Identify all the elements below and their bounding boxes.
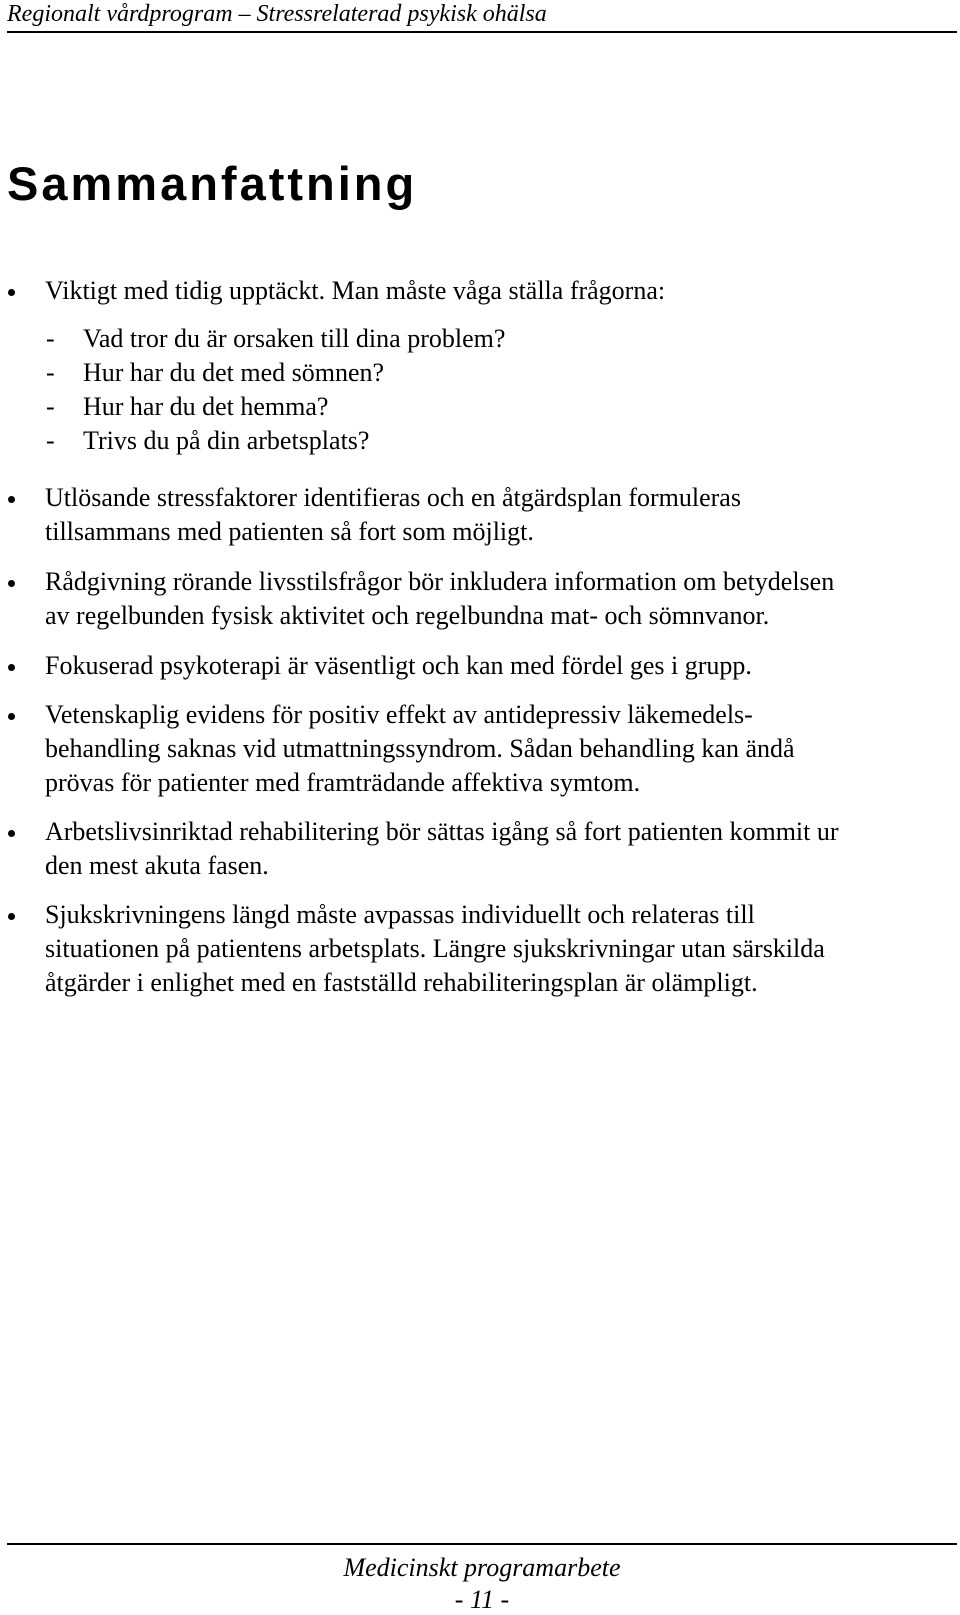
question-item xyxy=(46,390,328,424)
dash-icon: - xyxy=(46,392,55,421)
list-item xyxy=(45,898,945,1000)
list-item-text: Fokuserad psykoterapi är väsentligt och kan med fördel ges i grupp. xyxy=(45,651,752,680)
question-text: Vad tror du är orsaken till dina problem? xyxy=(83,324,506,353)
question-text: Hur har du det med sömnen? xyxy=(83,358,385,387)
page-header xyxy=(7,0,957,33)
running-header-title: Regionalt vårdprogram – Stressrelaterad psykisk ohälsa xyxy=(7,1,547,27)
list-item-text: av regelbunden fysisk aktivitet och regelbundna mat- och sömnvanor. xyxy=(45,601,770,630)
list-item-text: tillsammans med patienten så fort som möjligt. xyxy=(45,517,534,546)
bullet-icon xyxy=(8,664,15,671)
bullet-icon xyxy=(8,496,15,503)
bullet-icon xyxy=(8,580,15,587)
dash-icon: - xyxy=(46,324,55,353)
list-item-text: situationen på patientens arbetsplats. Längre sjukskrivningar utan särskilda xyxy=(45,934,825,963)
list-item xyxy=(45,565,945,633)
list-item-text: Sjukskrivningens längd måste avpassas individuellt och relateras till xyxy=(45,900,755,929)
dash-icon: - xyxy=(46,358,55,387)
list-item-text: Viktigt med tidig upptäckt. Man måste våga ställa frågorna: xyxy=(45,276,666,305)
list-item xyxy=(45,698,945,800)
list-item-text: Arbetslivsinriktad rehabilitering bör sättas igång så fort patienten kommit ur xyxy=(45,817,839,846)
page-footer xyxy=(7,1543,957,1614)
question-item xyxy=(46,424,369,458)
footer-publisher: Medicinskt programarbete xyxy=(343,1553,621,1582)
list-item xyxy=(45,649,945,683)
question-item xyxy=(46,356,384,390)
list-item xyxy=(45,274,945,308)
bullet-icon xyxy=(8,913,15,920)
dash-icon: - xyxy=(46,426,55,455)
list-item-text: Rådgivning rörande livsstilsfrågor bör inkludera information om betydelsen xyxy=(45,567,835,596)
list-item-text: Vetenskaplig evidens för positiv effekt av antidepressiv läkemedels- xyxy=(45,700,753,729)
bullet-icon xyxy=(8,713,15,720)
bullet-icon xyxy=(8,289,15,296)
list-item xyxy=(45,481,945,549)
list-item-text: Utlösande stressfaktorer identifieras och en åtgärdsplan formuleras xyxy=(45,483,741,512)
list-item-text: åtgärder i enlighet med en fastställd rehabiliteringsplan är olämpligt. xyxy=(45,968,758,997)
page-number: - 11 - xyxy=(454,1585,510,1614)
bullet-icon xyxy=(8,830,15,837)
list-item-text: prövas för patienter med framträdande affektiva symtom. xyxy=(45,768,641,797)
list-item-text: behandling saknas vid utmattningssyndrom. Sådan behandling kan ändå xyxy=(45,734,795,763)
page-title: Sammanfattning xyxy=(7,157,418,210)
list-item xyxy=(45,815,945,883)
question-text: Hur har du det hemma? xyxy=(83,392,329,421)
question-item xyxy=(46,322,505,356)
list-item-text: den mest akuta fasen. xyxy=(45,851,269,880)
question-text: Trivs du på din arbetsplats? xyxy=(83,426,370,455)
